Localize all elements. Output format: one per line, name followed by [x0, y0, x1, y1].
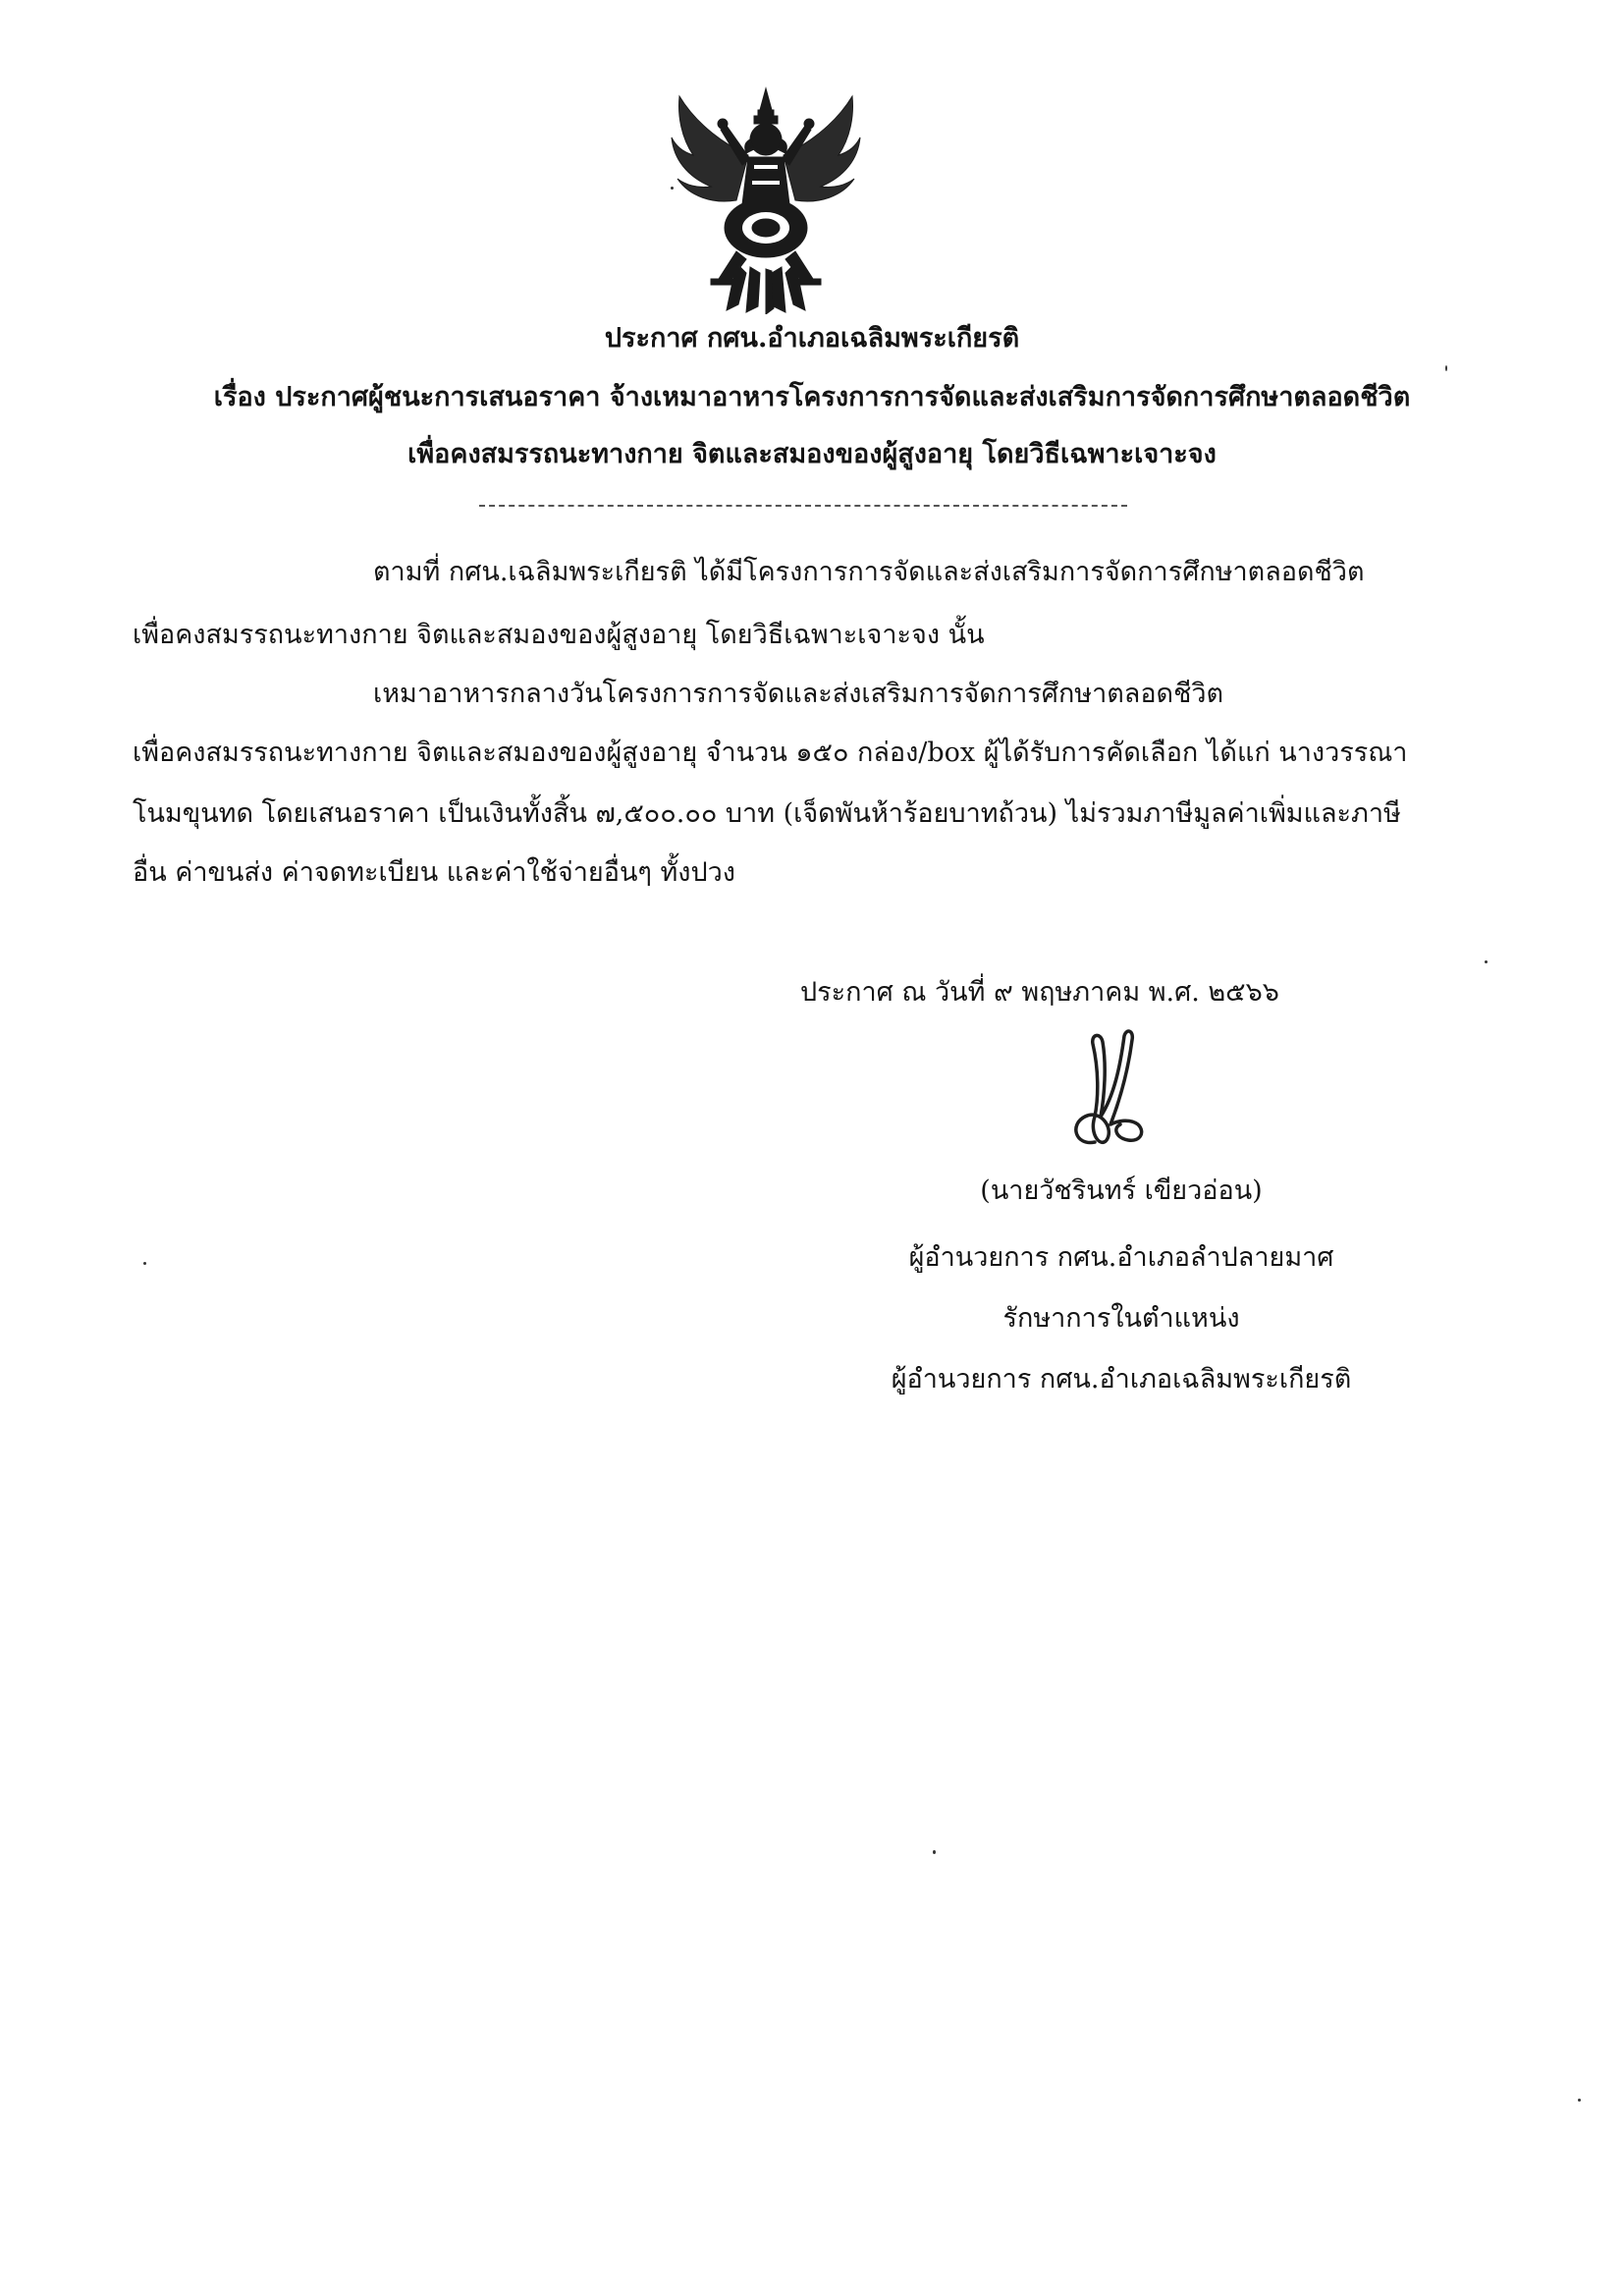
heading-divider	[479, 505, 1127, 507]
announcement-subject-continued: เพื่อคงสมรรถนะทางกาย จิตและสมองของผู้สูงอายุ โดยวิธีเฉพาะเจาะจง	[407, 439, 1217, 469]
handwritten-signature	[1056, 1026, 1173, 1149]
announce-date: ประกาศ ณ วันที่ ๙ พฤษภาคม พ.ศ. ๒๕๖๖	[800, 977, 1279, 1008]
signatory-position: ผู้อำนวยการ กศน.อำเภอลำปลายมาศ	[908, 1242, 1334, 1273]
signatory-acting-position: ผู้อำนวยการ กศน.อำเภอเฉลิมพระเกียรติ	[891, 1364, 1352, 1394]
signatory-name: (นายวัชรินทร์ เขียวอ่อน)	[980, 1175, 1263, 1206]
body-line-6: อื่น ค่าขนส่ง ค่าจดทะเบียน และค่าใช้จ่ายอื่นๆ ทั้งปวง	[133, 857, 735, 888]
scan-speck	[1578, 2099, 1581, 2102]
announcement-subject: เรื่อง ประกาศผู้ชนะการเสนอราคา จ้างเหมาอาหารโครงการการจัดและส่งเสริมการจัดการศึกษาตลอดชีวิต	[213, 382, 1411, 412]
scan-speck	[1445, 365, 1447, 371]
body-line-3: เหมาอาหารกลางวันโครงการการจัดและส่งเสริมการจัดการศึกษาตลอดชีวิต	[373, 679, 1224, 709]
body-line-4: เพื่อคงสมรรถนะทางกาย จิตและสมองของผู้สูงอายุ จำนวน ๑๕๐ กล่อง/box ผู้ได้รับการคัดเลือก ได้แก่ นางวรรณา	[133, 738, 1408, 768]
scan-speck	[671, 187, 674, 190]
scan-speck	[143, 1262, 146, 1265]
body-line-2: เพื่อคงสมรรถนะทางกาย จิตและสมองของผู้สูงอายุ โดยวิธีเฉพาะเจาะจง นั้น	[133, 620, 985, 650]
signatory-acting-note: รักษาการในตำแหน่ง	[1002, 1303, 1240, 1334]
scan-speck	[933, 1850, 936, 1854]
announcement-title: ประกาศ กศน.อำเภอเฉลิมพระเกียรติ	[604, 323, 1020, 354]
body-line-1: ตามที่ กศน.เฉลิมพระเกียรติ ได้มีโครงการการจัดและส่งเสริมการจัดการศึกษาตลอดชีวิต	[373, 557, 1365, 587]
scan-speck	[1485, 960, 1488, 963]
garuda-emblem	[668, 86, 864, 314]
body-line-5: โนมขุนทด โดยเสนอราคา เป็นเงินทั้งสิ้น ๗,๕๐๐.๐๐ บาท (เจ็ดพันห้าร้อยบาทถ้วน) ไม่รวมภาษีมูลค่าเพิ่มและภาษี	[133, 798, 1401, 829]
